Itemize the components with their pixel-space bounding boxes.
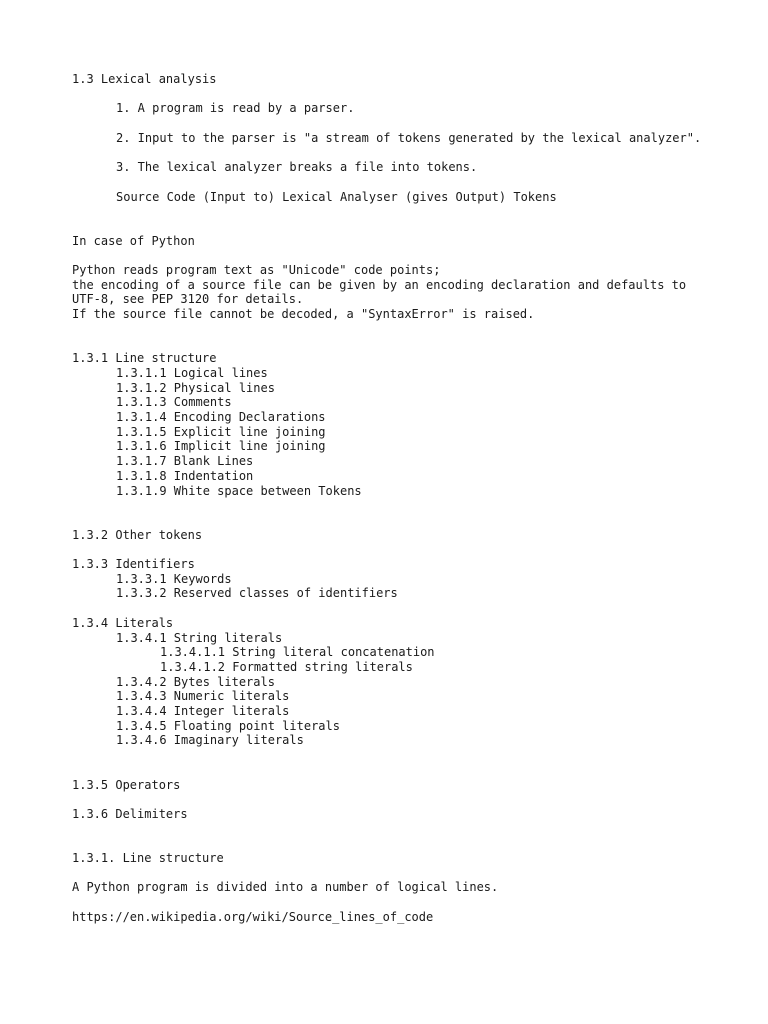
toc-item: 1.3.1.7 Blank Lines — [116, 454, 254, 469]
toc-item: 1.3.1.2 Physical lines — [116, 380, 275, 395]
document-body — [72, 72, 712, 925]
toc-item: 1.3.3.2 Reserved classes of identifiers — [116, 586, 398, 601]
toc-item: 1.3.4.5 Floating point literals — [116, 718, 340, 733]
toc-item: 1.3.4.3 Numeric literals — [116, 689, 290, 704]
python-line-1: Python reads program text as "Unicode" code points; — [72, 263, 441, 278]
toc-item: 1.3.1.9 White space between Tokens — [116, 483, 362, 498]
toc-item: 1.3.1.1 Logical lines — [116, 365, 268, 380]
reference-link: https://en.wikipedia.org/wiki/Source_lines_of_code — [72, 909, 434, 924]
toc-item: 1.3.3.1 Keywords — [116, 571, 232, 586]
toc-subitem: 1.3.4.1.1 String literal concatenation — [160, 645, 435, 660]
toc-other-tokens: 1.3.2 Other tokens — [72, 527, 203, 542]
toc-item: 1.3.1.8 Indentation — [116, 468, 254, 483]
toc-item: 1.3.4.6 Imaginary literals — [116, 733, 304, 748]
toc-item: 1.3.1.5 Explicit line joining — [116, 424, 326, 439]
toc-item: 1.3.1.3 Comments — [116, 395, 232, 410]
toc-item: 1.3.4.1 String literals — [116, 630, 283, 645]
line-structure-heading: 1.3.1. Line structure — [72, 851, 224, 866]
toc-subitem: 1.3.4.1.2 Formatted string literals — [160, 659, 413, 674]
python-heading: In case of Python — [72, 233, 195, 248]
toc-operators: 1.3.5 Operators — [72, 777, 181, 792]
step-3: 3. The lexical analyzer breaks a file into tokens. — [116, 160, 478, 175]
flow-line: Source Code (Input to) Lexical Analyser (gives Output) Tokens — [116, 189, 557, 204]
toc-literals-heading: 1.3.4 Literals — [72, 615, 174, 630]
toc-delimiters: 1.3.6 Delimiters — [72, 806, 188, 821]
line-structure-text: A Python program is divided into a number of logical lines. — [72, 880, 499, 895]
section-heading: 1.3 Lexical analysis — [72, 72, 217, 86]
toc-line-structure-heading: 1.3.1 Line structure — [72, 351, 217, 366]
python-line-2: the encoding of a source file can be given by an encoding declaration and defaults to UTF-8, see PEP 3120 for details. — [72, 277, 694, 307]
toc-item: 1.3.1.6 Implicit line joining — [116, 439, 326, 454]
toc-identifiers-heading: 1.3.3 Identifiers — [72, 557, 195, 572]
step-1: 1. A program is read by a parser. — [116, 101, 355, 116]
toc-item: 1.3.4.2 Bytes literals — [116, 674, 275, 689]
toc-item: 1.3.4.4 Integer literals — [116, 704, 290, 719]
step-2: 2. Input to the parser is "a stream of tokens generated by the lexical analyzer". — [116, 130, 702, 145]
python-line-3: If the source file cannot be decoded, a "SyntaxError" is raised. — [72, 307, 535, 322]
toc-item: 1.3.1.4 Encoding Declarations — [116, 410, 326, 425]
